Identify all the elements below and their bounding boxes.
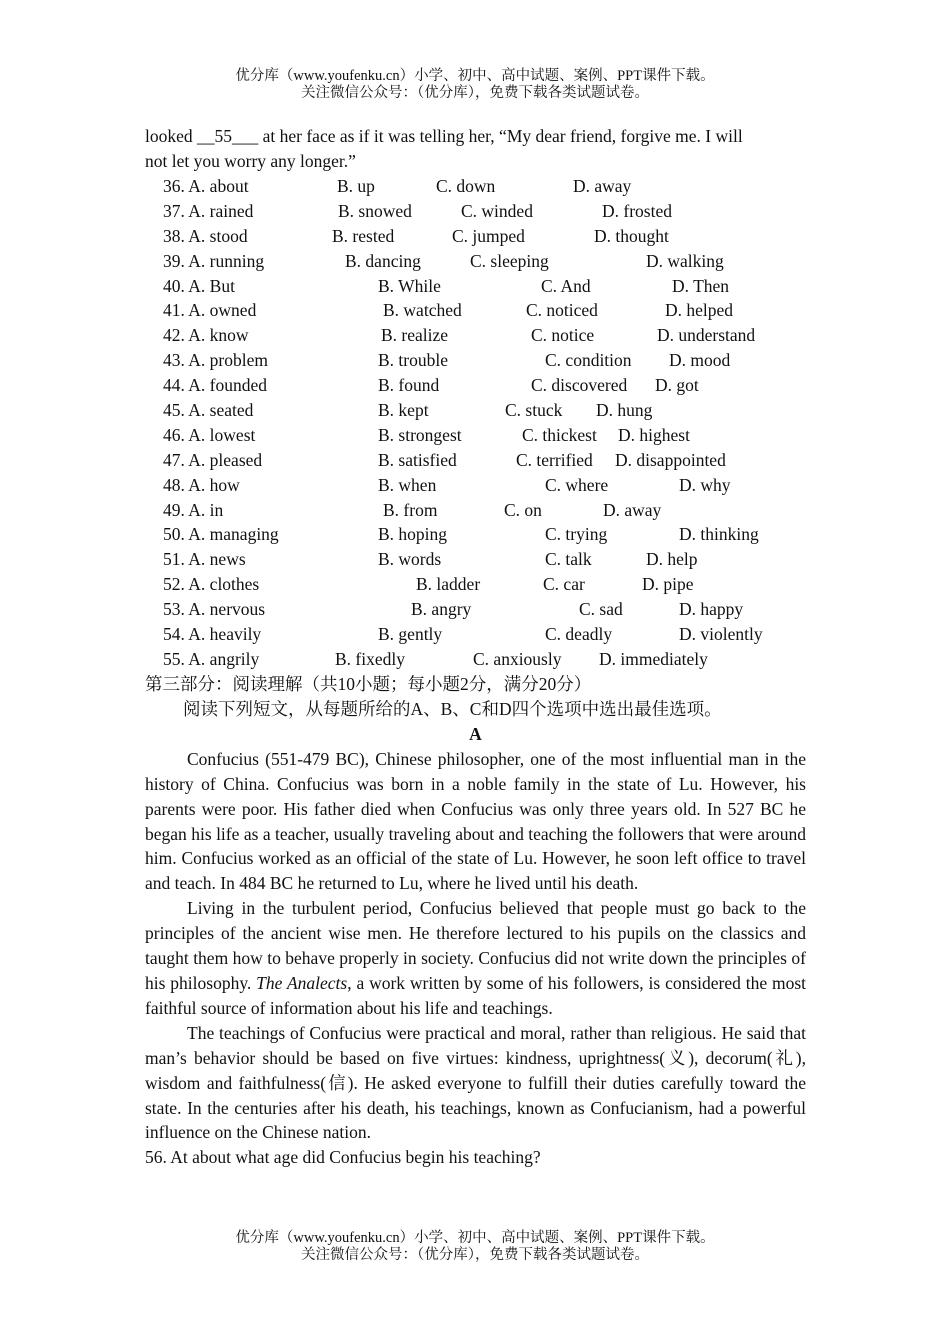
cloze-option-row: [145, 398, 806, 423]
option-b: B. dancing: [345, 250, 421, 271]
option-d: D. pipe: [642, 574, 694, 595]
option-a: 40. A. But: [163, 275, 235, 296]
cloze-option-row: [145, 522, 806, 547]
option-d: D. thought: [594, 225, 669, 246]
option-b: B. words: [378, 549, 442, 570]
option-d: D. help: [646, 549, 698, 570]
option-d: D. got: [655, 375, 699, 396]
cloze-options-list: [145, 174, 806, 672]
option-b: B. hoping: [378, 524, 448, 545]
option-d: D. mood: [669, 350, 731, 371]
option-b: B. kept: [378, 400, 429, 421]
passage-a-paragraph-1: Confucius (551-479 BC), Chinese philosopher, one of the most influential man in the history of China. Confucius was born in a noble family in the state of Lu. However, his parents were poor. His father died when Confucius was only three years old. In 527 BC he began his life as a teacher, usually traveling about and teaching the followers that were around him. Confucius worked as an official of the state of Lu. However, he soon left office to travel and teach. In 484 BC he returned to Lu, where he lived until his death.: [145, 748, 806, 894]
option-a: 55. A. angrily: [163, 648, 260, 669]
option-b: B. satisfied: [378, 449, 457, 470]
footer-line-2: 关注微信公众号：（优分库），免费下载各类试题试卷。: [301, 1247, 649, 1263]
footer-line-1: 优分库（www.youfenku.cn）小学、初中、高中试题、案例、PPT课件下载。: [235, 1230, 715, 1246]
cloze-option-row: [145, 298, 806, 323]
option-a: 42. A. know: [163, 325, 249, 346]
option-d: D. away: [573, 176, 632, 196]
page-header: [0, 68, 950, 102]
section3-instruction: 阅读下列短文，从每题所给的A、B、C和D四个选项中选出最佳选项。: [183, 698, 722, 719]
option-b: B. strongest: [378, 424, 462, 445]
option-c: C. jumped: [452, 225, 525, 246]
cloze-option-row: [145, 597, 806, 622]
cloze-option-row: [145, 373, 806, 398]
option-d: D. why: [679, 474, 731, 495]
cloze-option-row: [145, 473, 806, 498]
option-a: 38. A. stood: [163, 225, 248, 246]
option-b: B. rested: [332, 225, 395, 246]
option-c: C. stuck: [505, 400, 563, 421]
question-56: 56. At about what age did Confucius begin his teaching?: [145, 1147, 541, 1168]
option-c: C. on: [504, 499, 542, 520]
option-c: C. winded: [461, 200, 533, 221]
option-d: D. Then: [672, 275, 730, 296]
option-d: D. thinking: [679, 524, 759, 545]
option-c: C. where: [545, 474, 609, 495]
option-b: B. found: [378, 375, 440, 396]
cloze-option-row: [145, 224, 806, 249]
option-b: B. up: [337, 176, 375, 196]
paragraph-2-text-after: , a work written by some of his followers, is considered the most faithful source of information about his life and teachings.: [145, 972, 806, 1018]
option-d: D. walking: [646, 250, 724, 271]
option-d: D. frosted: [602, 200, 672, 221]
cloze-option-row: [145, 547, 806, 572]
option-d: D. hung: [596, 400, 653, 421]
cloze-option-row: [145, 423, 806, 448]
book-title-analects: The Analects: [256, 972, 348, 993]
option-c: C. noticed: [526, 300, 598, 321]
option-d: D. understand: [657, 325, 756, 346]
option-d: D. highest: [618, 424, 690, 445]
option-d: D. away: [603, 499, 662, 520]
option-c: C. sleeping: [470, 250, 549, 271]
option-b: B. fixedly: [335, 648, 405, 669]
option-d: D. disappointed: [615, 449, 726, 470]
option-c: C. condition: [545, 350, 632, 371]
cloze-option-row: [145, 199, 806, 224]
option-c: C. anxiously: [473, 648, 562, 669]
option-b: B. snowed: [338, 200, 412, 221]
header-line-2: 关注微信公众号：（优分库），免费下载各类试题试卷。: [301, 85, 649, 101]
option-a: 37. A. rained: [163, 200, 254, 221]
cloze-option-row: [145, 249, 806, 274]
option-c: C. deadly: [545, 624, 613, 645]
cloze-option-row: [145, 572, 806, 597]
option-b: B. While: [378, 275, 441, 296]
option-d: D. happy: [679, 599, 744, 620]
option-b: B. angry: [411, 599, 472, 620]
passage-a-paragraph-2: [145, 896, 806, 1021]
passage-end-line-2: not let you worry any longer.”: [145, 151, 356, 171]
option-d: D. violently: [679, 624, 763, 645]
option-c: C. talk: [545, 549, 592, 570]
option-a: 47. A. pleased: [163, 449, 263, 470]
option-a: 44. A. founded: [163, 375, 268, 396]
option-a: 36. A. about: [163, 176, 249, 196]
option-c: C. discovered: [531, 375, 628, 396]
option-b: B. trouble: [378, 350, 448, 371]
section3-title: 第三部分：阅读理解（共10小题；每小题2分，满分20分）: [145, 673, 592, 694]
passage-a-label: A: [469, 723, 482, 744]
cloze-option-row: [145, 498, 806, 523]
cloze-option-row: [145, 274, 806, 299]
option-b: B. watched: [383, 300, 462, 321]
option-c: C. down: [436, 176, 496, 196]
option-b: B. when: [378, 474, 437, 495]
cloze-option-row: [145, 622, 806, 647]
option-a: 43. A. problem: [163, 350, 268, 371]
option-c: C. thickest: [522, 424, 597, 445]
option-b: B. gently: [378, 624, 443, 645]
paragraph-2-text-before: Living in the turbulent period, Confucius believed that people must go back to the principles of the ancient wise men. He therefore lectured to his pupils on the classics and taught them how to behave properly in society. Confucius did not write down the principles of his philosophy.: [145, 898, 806, 993]
option-c: C. trying: [545, 524, 608, 545]
option-b: B. from: [383, 499, 438, 520]
cloze-option-row: [145, 647, 806, 672]
option-d: D. helped: [665, 300, 734, 321]
page-content: [145, 124, 806, 1170]
option-a: 49. A. in: [163, 499, 224, 520]
option-c: C. notice: [531, 325, 595, 346]
passage-end-line-1: looked __55___ at her face as if it was telling her, “My dear friend, forgive me. I will: [145, 126, 743, 146]
header-line-1: 优分库（www.youfenku.cn）小学、初中、高中试题、案例、PPT课件下载。: [235, 68, 715, 84]
cloze-option-row: [145, 448, 806, 473]
cloze-option-row: [145, 323, 806, 348]
option-c: C. terrified: [516, 449, 593, 470]
option-b: B. ladder: [416, 574, 481, 595]
option-a: 45. A. seated: [163, 400, 254, 421]
option-d: D. immediately: [599, 648, 708, 669]
option-a: 54. A. heavily: [163, 624, 262, 645]
passage-a-paragraph-3: The teachings of Confucius were practical and moral, rather than religious. He said that man’s behavior should be based on five virtues: kindness, uprightness(义), decorum(礼), wisdom and faithfulness(信). He asked everyone to fulfill their duties carefully toward the state. In the centuries after his death, his teachings, known as Confucianism, had a powerful influence on the Chinese nation.: [145, 1022, 806, 1143]
page-footer: [0, 1230, 950, 1264]
option-c: C. sad: [579, 599, 623, 620]
option-b: B. realize: [381, 325, 449, 346]
option-a: 46. A. lowest: [163, 424, 256, 445]
option-a: 51. A. news: [163, 549, 246, 570]
cloze-option-row: [145, 348, 806, 373]
option-a: 50. A. managing: [163, 524, 279, 545]
option-c: C. car: [543, 574, 585, 595]
option-a: 41. A. owned: [163, 300, 257, 321]
option-a: 53. A. nervous: [163, 599, 266, 620]
cloze-option-row: [145, 174, 806, 199]
option-a: 48. A. how: [163, 474, 240, 495]
option-a: 39. A. running: [163, 250, 265, 271]
option-a: 52. A. clothes: [163, 574, 260, 595]
option-c: C. And: [541, 275, 591, 296]
